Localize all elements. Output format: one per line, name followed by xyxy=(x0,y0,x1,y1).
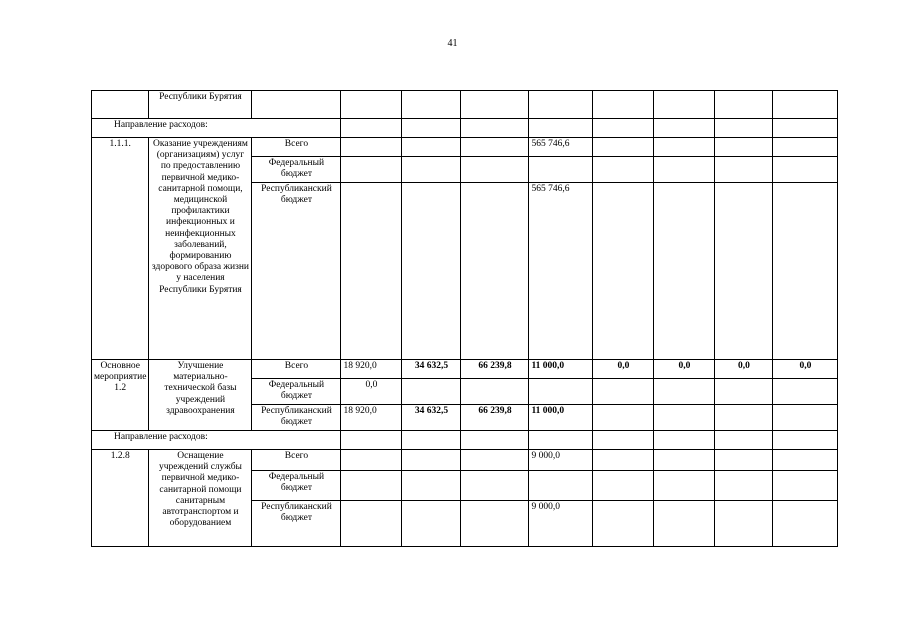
direction-label: Направление расходов: xyxy=(92,119,341,138)
amount-cell: 66 239,8 xyxy=(461,360,529,379)
amount-cell: 565 746,6 xyxy=(529,138,593,157)
event-code: 1.1.1. xyxy=(92,138,149,360)
amount-cell: 66 239,8 xyxy=(461,405,529,431)
direction-label: Направление расходов: xyxy=(92,431,341,450)
table-row xyxy=(92,450,838,471)
amount-cell: 565 746,6 xyxy=(529,183,593,360)
amount-cell: 11 000,0 xyxy=(529,405,593,431)
source-federal: Федеральный бюджет xyxy=(252,471,341,501)
amount-cell: 18 920,0 xyxy=(341,405,402,431)
amount-cell: 18 920,0 xyxy=(341,360,402,379)
amount-cell: 0,0 xyxy=(654,360,715,379)
table-row xyxy=(92,138,838,157)
amount-cell: 34 632,5 xyxy=(402,405,461,431)
source-republic: Республиканский бюджет xyxy=(252,501,341,547)
event-code: 1.2.8 xyxy=(92,450,149,547)
program-funding-table xyxy=(91,90,838,547)
amount-cell: 0,0 xyxy=(593,360,654,379)
amount-cell: 0,0 xyxy=(341,379,402,405)
table-row xyxy=(92,119,838,138)
amount-cell: 0,0 xyxy=(715,360,773,379)
source-total: Всего xyxy=(252,360,341,379)
amount-cell: 34 632,5 xyxy=(402,360,461,379)
event-name: Оказание учреждениям (организациям) услуг по предоставлению первичной медико-санитарной помощи, медицинской профилактики инфекционных и неинфекционных заболеваний, формированию здорового образа жизни у населения Республики Бурятия xyxy=(149,138,252,360)
source-total: Всего xyxy=(252,450,341,471)
source-federal: Федеральный бюджет xyxy=(252,379,341,405)
amount-cell: 11 000,0 xyxy=(529,360,593,379)
source-total: Всего xyxy=(252,138,341,157)
source-republic: Республиканский бюджет xyxy=(252,405,341,431)
source-federal: Федеральный бюджет xyxy=(252,157,341,183)
event-code: Основное мероприятие 1.2 xyxy=(92,360,149,431)
table-row xyxy=(92,431,838,450)
event-name: Оснащение учреждений службы первичной медико-санитарной помощи санитарным автотранспортом и оборудованием xyxy=(149,450,252,547)
event-name: Республики Бурятия xyxy=(149,91,252,119)
table-row xyxy=(92,360,838,379)
event-name: Улучшение материально-технической базы учреждений здравоохранения xyxy=(149,360,252,431)
amount-cell: 9 000,0 xyxy=(529,501,593,547)
amount-cell: 0,0 xyxy=(773,360,838,379)
source-republic: Республиканский бюджет xyxy=(252,183,341,360)
table-row xyxy=(92,91,838,119)
page-number: 41 xyxy=(447,38,458,49)
amount-cell: 9 000,0 xyxy=(529,450,593,471)
